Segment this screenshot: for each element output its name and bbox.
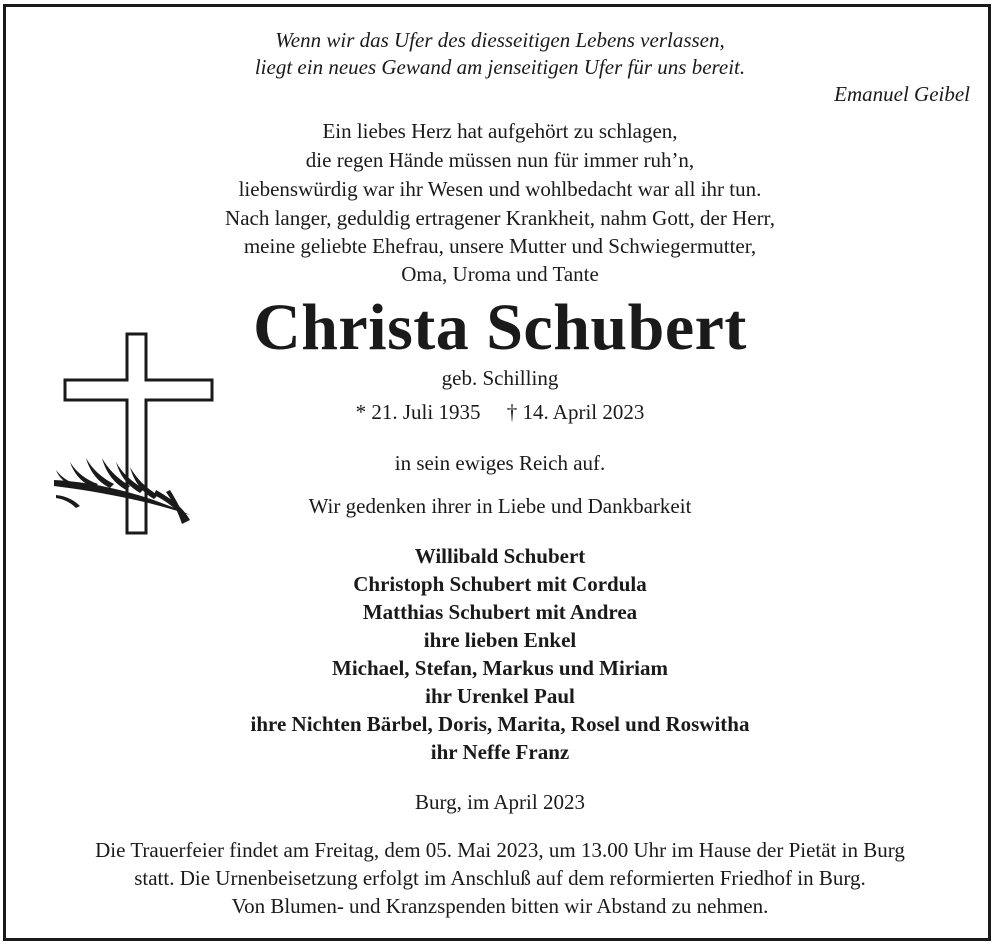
intro-line: Ein liebes Herz hat aufgehört zu schlagen,: [322, 119, 678, 143]
intro-line: liebenswürdig war ihr Wesen und wohlbedacht war all ihr tun.: [238, 177, 762, 201]
family-line: ihr Urenkel Paul: [425, 684, 575, 708]
quote-line: Wenn wir das Ufer des diesseitigen Lebens verlassen,: [275, 28, 725, 52]
intro-line: meine geliebte Ehefrau, unsere Mutter und Schwiegermutter,: [243, 234, 757, 258]
quote-author: Emanuel Geibel: [834, 82, 970, 106]
family-line: ihre lieben Enkel: [423, 628, 577, 652]
intro-line: Oma, Uroma und Tante: [401, 262, 599, 286]
quote-line: liegt ein neues Gewand am jenseitigen Ufer für uns bereit.: [254, 55, 746, 79]
funeral-line: Von Blumen- und Kranzspenden bitten wir Abstand zu nehmen.: [231, 894, 769, 918]
family-line: Willibald Schubert: [414, 544, 586, 568]
funeral-line: statt. Die Urnenbeisetzung erfolgt im Anschluß auf dem reformierten Friedhof in Burg.: [134, 866, 866, 890]
remembrance-line: Wir gedenken ihrer in Liebe und Dankbarkeit: [308, 494, 692, 518]
family-line: ihre Nichten Bärbel, Doris, Marita, Rosel und Roswitha: [250, 712, 750, 736]
funeral-line: Die Trauerfeier findet am Freitag, dem 05. Mai 2023, um 13.00 Uhr im Hause der Pietät in Burg: [95, 838, 905, 862]
deceased-name: Christa Schubert: [253, 291, 747, 364]
life-dates: * 21. Juli 1935 † 14. April 2023: [355, 400, 645, 424]
maiden-name: geb. Schilling: [441, 366, 559, 390]
place-date: Burg, im April 2023: [415, 790, 585, 814]
family-line: Christoph Schubert mit Cordula: [353, 572, 647, 596]
intro-line: Nach langer, geduldig ertragener Krankheit, nahm Gott, der Herr,: [225, 206, 775, 230]
after-name-line: in sein ewiges Reich auf.: [394, 451, 606, 475]
family-line: ihr Neffe Franz: [430, 740, 570, 764]
family-line: Michael, Stefan, Markus und Miriam: [332, 656, 668, 680]
family-line: Matthias Schubert mit Andrea: [362, 600, 638, 624]
intro-line: die regen Hände müssen nun für immer ruh’n,: [305, 148, 695, 172]
